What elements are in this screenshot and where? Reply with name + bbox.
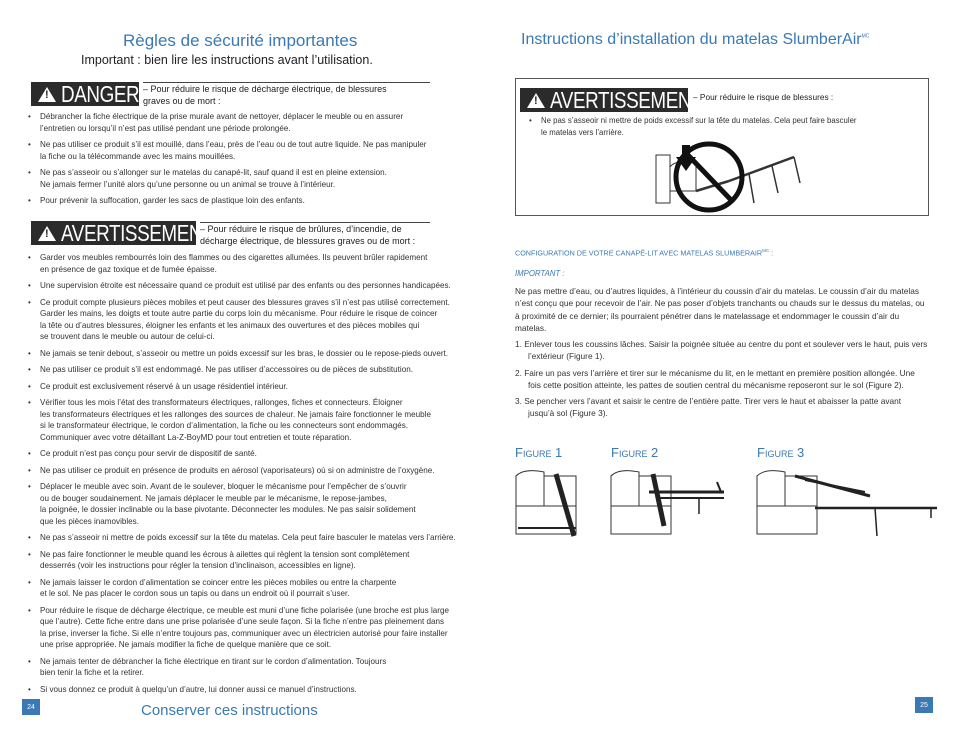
warning-triangle-icon <box>38 87 56 102</box>
step-item: 1. Enlever tous les coussins lâches. Saisir la poignée située au centre du pont et soulever vers le haut, puis vers l’extérieur (Figure 1). <box>515 339 928 362</box>
list-item: • Ne jamais tenter de débrancher la fiche électrique en tirant sur le cordon d’alimentation. Toujours bien tenir la fiche et la retirer. <box>25 656 480 679</box>
page-number-right: 25 <box>915 697 933 713</box>
left-footer: Conserver ces instructions <box>141 702 318 719</box>
config-heading-text: CONFIGURATION DE VOTRE CANAPÉ-LIT AVEC MATELAS SLUMBERAIR <box>515 248 763 258</box>
warning-intro-right: – Pour réduire le risque de blessures : <box>693 92 834 102</box>
list-item: • Si vous donnez ce produit à quelqu’un d’autre, lui donner aussi ce manuel d’instructions. <box>25 684 480 696</box>
list-item: • Ce produit est exclusivement réservé à un usage résidentiel intérieur. <box>25 381 480 393</box>
warning-badge-label: AVERTISSEMENT <box>61 219 214 246</box>
list-item: • Garder vos meubles rembourrés loin des flammes ou des cigarettes allumées. Ils peuvent brûler rapidement en présence de gaz toxique et de fumée épaisse. <box>25 252 480 275</box>
warning-badge-label: AVERTISSEMENT <box>550 86 703 113</box>
warning-intro: – Pour réduire le risque de brûlures, d’incendie, de décharge électrique, de blessures graves ou de mort : <box>200 224 416 246</box>
figure-2-illustration <box>609 466 749 540</box>
config-heading-sup: MC <box>762 248 770 253</box>
danger-intro: – Pour réduire le risque de décharge électrique, de blessures graves ou de mort : <box>143 84 387 106</box>
list-item: • Ne pas s’asseoir ni mettre de poids excessif sur la tête du matelas. Cela peut faire basculer le matelas vers l’arrière. <box>25 532 480 544</box>
config-heading-colon: : <box>769 248 774 258</box>
list-item: • Une supervision étroite est nécessaire quand ce produit est utilisé par des enfants ou des personnes handicapées. <box>25 280 480 292</box>
left-page-title: Règles de sécurité importantes <box>123 31 358 50</box>
danger-badge <box>31 82 139 106</box>
warning-list <box>25 252 480 700</box>
figure-3-illustration <box>755 466 940 540</box>
step-item: 2. Faire un pas vers l’arrière et tirer sur le mécanisme du lit, en le mettant en première position allongée. Une fois cette position atteinte, les pattes de soutien central du mécanisme reposeront sur le sol (Figure 2). <box>515 367 915 390</box>
list-item: • Ne pas s’asseoir ou s’allonger sur le matelas du canapé-lit, sauf quand il est en pleine extension. Ne jamais fermer l’unité alors qu’une personne ou un animal se trouve à l’intérieur. <box>25 167 475 190</box>
install-steps <box>515 338 929 424</box>
step-item: 3. Se pencher vers l’avant et saisir le centre de l’entière patte. Tirer vers le haut et abaisser la patte avant jusqu’à sol (Figure 3). <box>515 396 902 419</box>
important-paragraph: Ne pas mettre d’eau, ou d’autres liquides, à l’intérieur du coussin d’air du matelas. Le coussin d’air du matelas n’est conçu que pour recevoir de l’air. Ne pas poser d’objets tranchants ou chauds sur le dessus du matelas, ou à proximité de ce dernier; ils pourraient pénétrer dans le matelassage et endommager le coussin d’air du matelas. <box>515 286 925 333</box>
list-item: • Ne pas utiliser ce produit s’il est mouillé, dans l’eau, près de l’eau ou de tout autre liquide. Ne pas manipuler la fiche ou la télécommande avec les mains mouillées. <box>25 139 475 162</box>
warning-triangle-icon <box>38 226 56 241</box>
list-item: • Ne pas s’asseoir ni mettre de poids excessif sur la tête du matelas. Cela peut faire basculer le matelas vers l’arrière. <box>526 115 921 138</box>
figure-2-label: Figure 2 <box>611 445 659 460</box>
config-heading <box>515 248 773 257</box>
warning-badge-left <box>31 219 214 246</box>
danger-list <box>25 111 475 212</box>
list-item: • Ne jamais se tenir debout, s’asseoir ou mettre un poids excessif sur les bras, le dossier ou le repose-pieds ouvert. <box>25 348 480 360</box>
right-title-sup: MC <box>861 33 870 40</box>
list-item: • Ce produit compte plusieurs pièces mobiles et peut causer des blessures graves s’il n’est pas utilisé correctement. Garder les mains, les doigts et toute autre partie du corps loin du mécanisme. Pour réduire le risque de coincer la tête ou d’autres blessures, éloigner les enfants et les animaux des ouvertures et des pièces mobiles qui se trouvent dans le meuble ou autour de celui-ci. <box>25 297 480 343</box>
right-title-text: Instructions d’installation du matelas SlumberAir <box>521 31 862 48</box>
figure-3-label: Figure 3 <box>757 445 805 460</box>
list-item: • Ce produit n’est pas conçu pour servir de dispositif de santé. <box>25 448 480 460</box>
warning-box-right <box>515 78 929 216</box>
warning-list-right <box>526 115 921 143</box>
list-item: • Pour prévenir la suffocation, garder les sacs de plastique loin des enfants. <box>25 195 475 207</box>
list-item: • Déplacer le meuble avec soin. Avant de le soulever, bloquer le mécanisme pour l’empêcher de s’ouvrir ou de bouger soudainement. Ne jamais déplacer le meuble par le mécanisme, le repose-jambes, la poignée, le dossier inclinable ou la base pivotante. Déconnecter les modules. Ne pas saisir solidement que les pièces inamovibles. <box>25 481 480 527</box>
list-item: • Débrancher la fiche électrique de la prise murale avant de nettoyer, déplacer le meuble ou en assurer l’entretien ou lorsqu’il n’est pas utilisé pendant une période prolongée. <box>25 111 475 134</box>
list-item: • Pour réduire le risque de décharge électrique, ce meuble est muni d’une fiche polarisée (une broche est plus large que l’autre). Cette fiche entre dans une prise polarisée d’une seule façon. Si la fiche n’entre pas pleinement dans la prise, inverser la fiche. Si elle n’entre toujours pas, communiquer avec un électricien autorisé pour faire installer une prise appropriée. Ne jamais modifier la fiche de quelque manière que ce soit. <box>25 605 480 651</box>
right-page-title <box>521 31 869 49</box>
list-item: • Ne jamais laisser le cordon d’alimentation se coincer entre les pièces mobiles ou entre la charpente et le sol. Ne pas placer le cordon sous un tapis ou dans un endroit où il pourrait s’user. <box>25 577 480 600</box>
list-item: • Ne pas utiliser ce produit en présence de produits en aérosol (vaporisateurs) où si on administre de l’oxygène. <box>25 465 480 477</box>
danger-badge-label: DANGER <box>61 80 140 107</box>
sofa-bed-illustration <box>654 141 814 213</box>
list-item: • Ne pas faire fonctionner le meuble quand les écrous à ailettes qui règlent la tension sont complètement desserrés (voir les instructions pour régler la tension d’inclinaison, accessibles en ligne). <box>25 549 480 572</box>
list-item: • Ne pas utiliser ce produit s’il est endommagé. Ne pas utiliser d’accessoires ou de pièces de substitution. <box>25 364 480 376</box>
warning-triangle-icon <box>527 93 545 108</box>
page-number-left: 24 <box>22 699 40 715</box>
warning-badge-right <box>520 86 703 113</box>
list-item: • Vérifier tous les mois l’état des transformateurs électriques, rallonges, fiches et connecteurs. Éloigner les transformateurs électriques et les rallonges des sources de chaleur. Ne jamais faire fonctionner le meuble si le transformateur électrique, le cordon d’alimentation, la fiche ou les connecteurs sont endommagés. Communiquer avec votre détaillant La-Z-BoyMD pour tout entretien et toute réparation. <box>25 397 480 443</box>
important-label: IMPORTANT : <box>515 269 565 278</box>
left-page-subtitle: Important : bien lire les instructions avant l’utilisation. <box>81 53 373 67</box>
figure-1-illustration <box>514 466 584 540</box>
figure-1-label: Figure 1 <box>515 445 563 460</box>
